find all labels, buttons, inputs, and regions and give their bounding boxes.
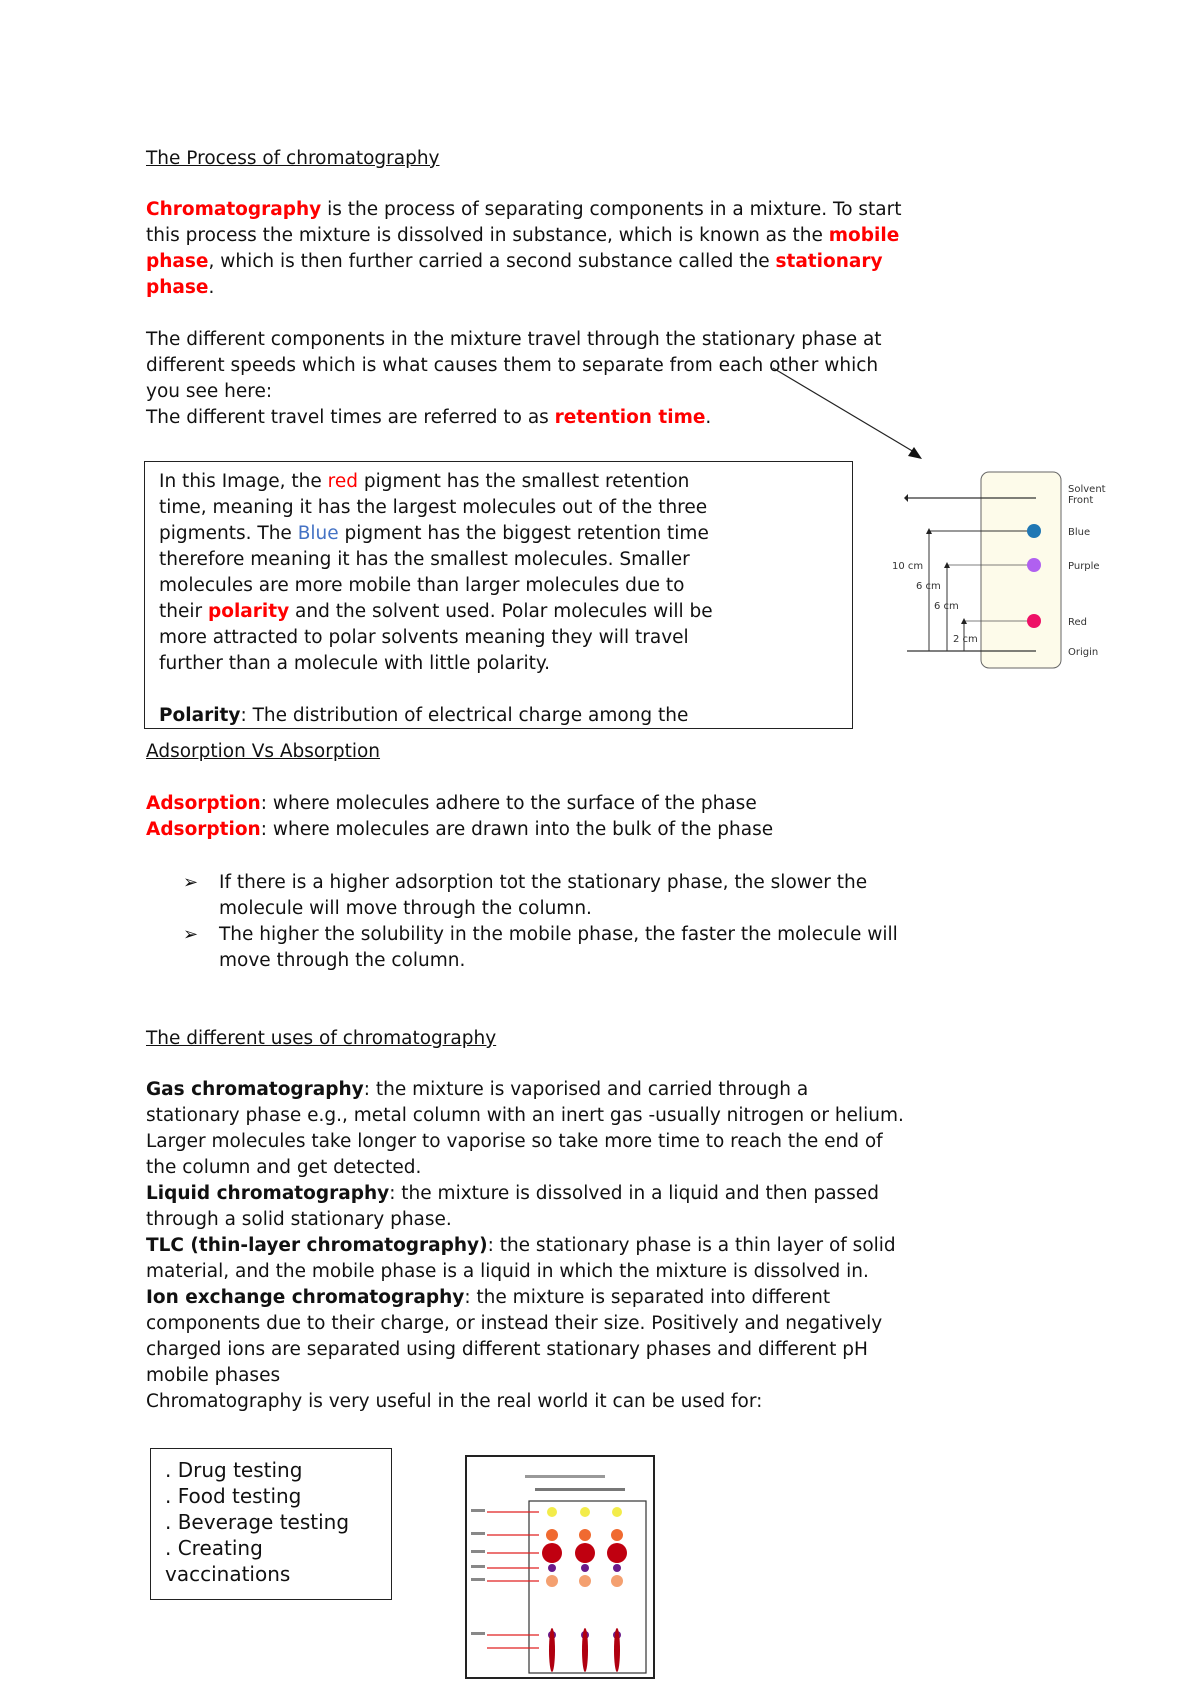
- text-line: [146, 1337, 904, 1363]
- highlighted-term: Polarity: [159, 705, 241, 726]
- text-line: [146, 1311, 904, 1337]
- highlighted-term: polarity: [208, 601, 290, 622]
- text-segment: therefore meaning it has the smallest molecules. Smaller: [159, 549, 690, 570]
- text-segment: further than a molecule with little polarity.: [159, 653, 551, 674]
- text-segment: time, meaning it has the largest molecules out of the three: [159, 497, 708, 518]
- tlc-plate-image: [465, 1455, 655, 1680]
- highlighted-term: Blue: [297, 523, 339, 544]
- highlighted-term: phase: [146, 277, 209, 298]
- arrow-bullet-icon: ➢: [183, 872, 199, 893]
- tlc-spot: [607, 1543, 627, 1563]
- text-segment: Chromatography is very useful in the real world it can be used for:: [146, 1391, 763, 1412]
- tlc-streak: [582, 1628, 588, 1672]
- distance-purple: 6 cm: [934, 601, 959, 612]
- distance-total: 10 cm: [892, 561, 924, 572]
- text-segment: , which is then further carried a second substance called the: [208, 251, 776, 272]
- applications-list: [165, 1457, 349, 1587]
- text-line: [146, 817, 773, 843]
- highlighted-term: Gas chromatography: [146, 1079, 364, 1100]
- text-segment: more attracted to polar solvents meaning they will travel: [159, 627, 689, 648]
- highlighted-term: red: [327, 471, 358, 492]
- label-solvent: Solvent: [1068, 484, 1106, 495]
- text-segment: through a solid stationary phase.: [146, 1209, 452, 1230]
- highlighted-term: Liquid chromatography: [146, 1183, 390, 1204]
- text-segment: molecules are more mobile than larger molecules due to: [159, 575, 685, 596]
- heading-uses: The different uses of chromatography: [146, 1028, 497, 1049]
- highlighted-term: Ion exchange chromatography: [146, 1287, 465, 1308]
- text-line: [159, 573, 713, 599]
- bullet-text: If there is a higher adsorption tot the stationary phase, the slower the: [219, 872, 868, 893]
- text-line: [146, 1363, 904, 1389]
- text-line: [159, 703, 713, 729]
- heading-adsorption: Adsorption Vs Absorption: [146, 741, 381, 762]
- text-segment: : the mixture is separated into different: [464, 1287, 831, 1308]
- label-front: Front: [1068, 495, 1094, 506]
- applications-box: [150, 1448, 392, 1600]
- text-line: [146, 1103, 904, 1129]
- text-line: [146, 1285, 904, 1311]
- text-segment: : the stationary phase is a thin layer of solid: [487, 1235, 896, 1256]
- tlc-spot: [579, 1575, 591, 1587]
- tlc-label: [471, 1550, 485, 1553]
- text-segment: the column and get detected.: [146, 1157, 422, 1178]
- bullet-item: [183, 870, 898, 922]
- text-line: [146, 1233, 904, 1259]
- tlc-spot: [611, 1529, 623, 1541]
- text-segment: stationary phase e.g., metal column with an inert gas -usually nitrogen or helium.: [146, 1105, 904, 1126]
- highlighted-term: retention time: [554, 407, 706, 428]
- definitions: [146, 791, 773, 843]
- text-line: [146, 1181, 904, 1207]
- tlc-spot: [546, 1575, 558, 1587]
- text-segment: you see here:: [146, 381, 273, 402]
- text-line: [159, 521, 713, 547]
- text-segment: .: [705, 407, 712, 428]
- application-item: vaccinations: [165, 1562, 291, 1586]
- application-item: . Beverage testing: [165, 1510, 350, 1534]
- tlc-spot: [579, 1529, 591, 1541]
- text-segment: charged ions are separated using different stationary phases and different pH: [146, 1339, 868, 1360]
- label-blue: Blue: [1068, 527, 1091, 538]
- bullet-text: move through the column.: [219, 950, 466, 971]
- text-line: [159, 547, 713, 573]
- text-line: [146, 1077, 904, 1103]
- arrow-bullet-icon: ➢: [183, 924, 199, 945]
- text-segment: The different travel times are referred to as: [146, 407, 555, 428]
- text-segment: components due to their charge, or instead their size. Positively and negatively: [146, 1313, 883, 1334]
- highlighted-term: phase: [146, 251, 209, 272]
- application-item: . Drug testing: [165, 1458, 303, 1482]
- text-line: [159, 677, 713, 703]
- tlc-label: [471, 1532, 485, 1535]
- highlighted-term: TLC (thin-layer chromatography): [146, 1235, 488, 1256]
- bullet-text: The higher the solubility in the mobile phase, the faster the molecule will: [219, 924, 898, 945]
- tlc-spot: [548, 1564, 556, 1572]
- tlc-spot: [580, 1507, 590, 1517]
- text-line: [146, 1155, 904, 1181]
- text-segment: : where molecules adhere to the surface of the phase: [260, 793, 757, 814]
- text-segment: their: [159, 601, 208, 622]
- tlc-streak: [549, 1628, 555, 1672]
- bullet-list: [183, 870, 898, 974]
- tlc-spot: [575, 1543, 595, 1563]
- uses-paragraph: [146, 1077, 904, 1415]
- text-segment: and the solvent used. Polar molecules will be: [289, 601, 713, 622]
- label-purple: Purple: [1068, 561, 1100, 572]
- text-segment: : the mixture is dissolved in a liquid and then passed: [389, 1183, 879, 1204]
- heading-process: The Process of chromatography: [146, 148, 440, 169]
- text-line: [146, 791, 773, 817]
- application-item: . Food testing: [165, 1484, 302, 1508]
- distance-red: 2 cm: [953, 634, 978, 645]
- text-segment: The different components in the mixture travel through the stationary phase at: [146, 329, 882, 350]
- text-line: [159, 625, 713, 651]
- text-line: [146, 1389, 904, 1415]
- chromatogram-diagram: [880, 465, 1120, 675]
- text-segment: is the process of separating components in a mixture. To start: [321, 199, 902, 220]
- text-segment: .: [208, 277, 215, 298]
- text-segment: pigments. The: [159, 523, 298, 544]
- bullet-item: [183, 922, 898, 974]
- label-red: Red: [1068, 617, 1087, 628]
- text-segment: In this Image, the: [159, 471, 328, 492]
- explanation-text: [159, 469, 713, 729]
- text-segment: pigment has the biggest retention time: [338, 523, 709, 544]
- highlighted-term: Adsorption: [146, 819, 261, 840]
- text-line: [146, 1207, 904, 1233]
- text-segment: Larger molecules take longer to vaporise so take more time to reach the end of: [146, 1131, 883, 1152]
- tlc-spot: [546, 1529, 558, 1541]
- text-line: [159, 599, 713, 625]
- tlc-spot: [612, 1507, 622, 1517]
- explanation-box: [144, 461, 853, 729]
- text-line: [159, 469, 713, 495]
- text-segment: mobile phases: [146, 1365, 281, 1386]
- distance-blue: 6 cm: [916, 581, 941, 592]
- highlighted-term: Adsorption: [146, 793, 261, 814]
- text-segment: material, and the mobile phase is a liquid in which the mixture is dissolved in.: [146, 1261, 869, 1282]
- text-line: [146, 1129, 904, 1155]
- tlc-label: [471, 1578, 485, 1581]
- tlc-spot: [542, 1543, 562, 1563]
- text-segment: : where molecules are drawn into the bulk of the phase: [260, 819, 774, 840]
- application-item: . Creating: [165, 1536, 263, 1560]
- highlighted-term: Chromatography: [146, 199, 322, 220]
- tlc-spot: [547, 1507, 557, 1517]
- text-line: [159, 495, 713, 521]
- label-origin: Origin: [1068, 647, 1099, 658]
- tlc-spot: [581, 1564, 589, 1572]
- red-spot: [1027, 614, 1041, 628]
- blue-spot: [1027, 524, 1041, 538]
- text-line: [159, 651, 713, 677]
- plate: [981, 472, 1061, 668]
- text-segment: : The distribution of electrical charge among the: [240, 705, 689, 726]
- highlighted-term: mobile: [828, 225, 900, 246]
- purple-spot: [1027, 558, 1041, 572]
- tlc-streak: [614, 1628, 620, 1672]
- tlc-spot: [613, 1564, 621, 1572]
- text-segment: pigment has the smallest retention: [357, 471, 690, 492]
- highlighted-term: stationary: [775, 251, 883, 272]
- tlc-label: [471, 1632, 485, 1635]
- text-line: [146, 1259, 904, 1285]
- text-segment: different speeds which is what causes them to separate from each other which: [146, 355, 879, 376]
- text-segment: this process the mixture is dissolved in substance, which is known as the: [146, 225, 829, 246]
- bullet-text: molecule will move through the column.: [219, 898, 592, 919]
- tlc-label: [471, 1509, 485, 1512]
- text-segment: : the mixture is vaporised and carried through a: [363, 1079, 809, 1100]
- tlc-spot: [611, 1575, 623, 1587]
- tlc-label: [471, 1565, 485, 1568]
